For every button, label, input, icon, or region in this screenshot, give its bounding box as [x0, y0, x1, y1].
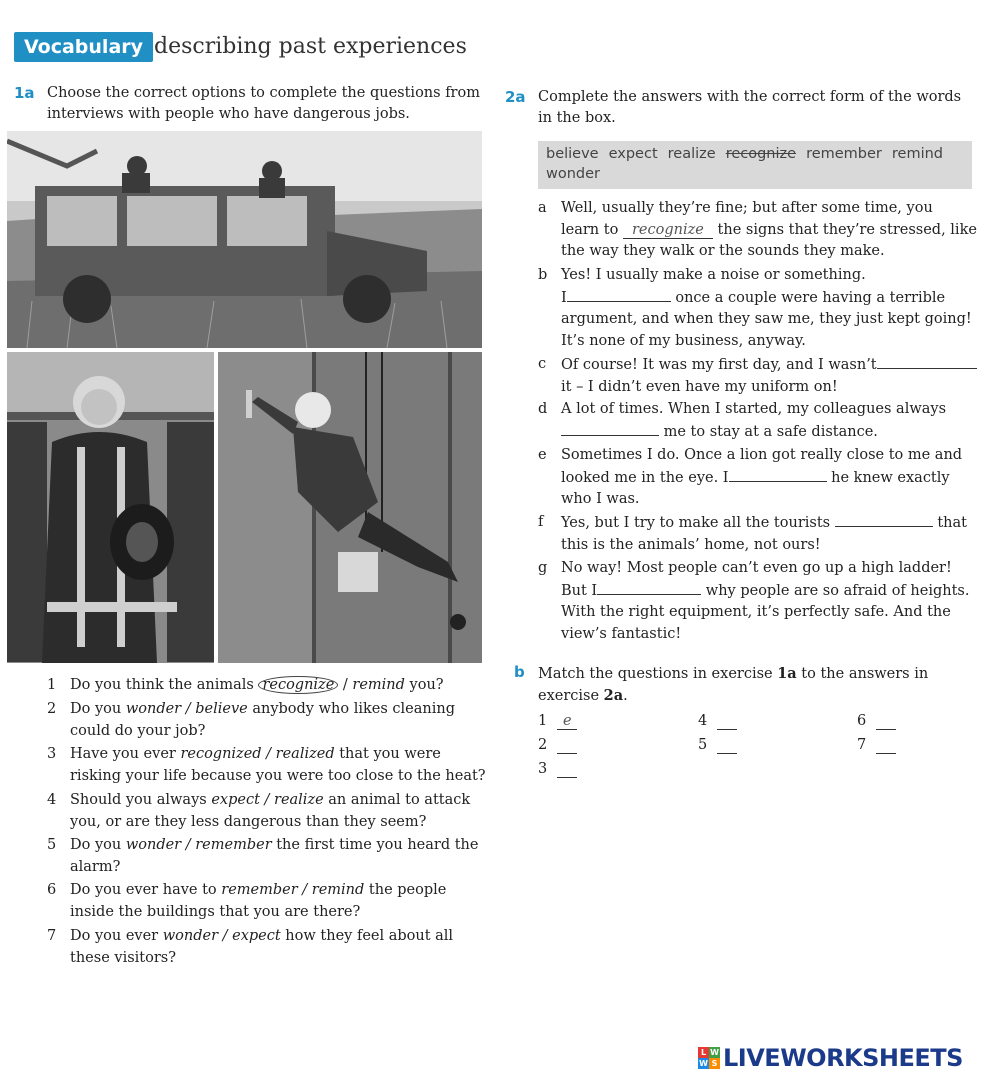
word-remind: remind [891, 146, 944, 162]
answer-letter: d [538, 401, 548, 417]
window-cleaner-photo [218, 352, 482, 663]
option-believe[interactable]: believe [195, 701, 248, 717]
match-blank[interactable] [717, 713, 737, 730]
question-number: 7 [47, 928, 57, 944]
question-number: 5 [47, 837, 57, 853]
answer-text: Of course! It was my first day, and I wasn’t it – I didn’t even have my uniform on! [561, 354, 978, 398]
answer-d [538, 399, 978, 443]
option-wonder[interactable]: wonder [125, 837, 182, 853]
question-text: Do you ever wonder / expect how they feel about all these visitors? [70, 928, 454, 966]
question-text: Do you wonder / remember the first time you heard the alarm? [70, 837, 479, 875]
word-believe: believe [546, 146, 599, 162]
section-title: describing past experiences [154, 34, 467, 59]
match-blank[interactable] [717, 737, 737, 754]
word-box [538, 141, 972, 189]
question-number: 6 [47, 882, 57, 898]
exercise-b-header [514, 663, 974, 707]
question-5 [47, 835, 487, 878]
liveworksheets-logo [698, 1040, 963, 1076]
answer-blank-filled[interactable]: recognize [623, 222, 713, 239]
word-remember: remember [806, 146, 882, 162]
logo-squares-icon: L W W S [699, 1048, 719, 1068]
option-remember[interactable]: remember [195, 837, 272, 853]
exercise-number: 2a [505, 88, 526, 106]
answer-g [538, 558, 978, 646]
answer-c [538, 354, 978, 398]
exercise-1a-header [14, 83, 484, 125]
answer-blank[interactable] [597, 580, 701, 595]
answer-blank[interactable] [835, 512, 933, 527]
question-text: Do you ever have to remember / remind the people inside the buildings that you are there? [70, 882, 447, 920]
exercise-instruction: Choose the correct options to complete the questions from interviews with people who have dangerous jobs. [47, 85, 480, 122]
exercise-number: 1a [14, 84, 35, 102]
match-blank[interactable] [876, 737, 896, 754]
vocabulary-badge: Vocabulary [14, 32, 153, 62]
match-item-3: 3 [538, 761, 577, 778]
answer-blank[interactable] [729, 467, 827, 482]
word-wonder: wonder [546, 166, 601, 182]
answer-text: Sometimes I do. Once a lion got really close to me and looked me in the eye. I he knew exactly who I was. [561, 447, 963, 508]
answer-text: No way! Most people can’t even go up a high ladder! But I why people are so afraid of heights. With the right equipment, it’s perfectly safe. And the view’s fantastic! [561, 560, 970, 643]
question-text: Should you always expect / realize an animal to attack you, or are they less dangerous than they seem? [70, 792, 471, 830]
answer-letter: e [538, 447, 547, 463]
question-text: Do you wonder / believe anybody who likes cleaning could do your job? [70, 701, 455, 739]
question-number: 1 [47, 677, 57, 693]
question-3 [47, 744, 487, 787]
match-item-7: 7 [857, 737, 896, 754]
answer-letter: g [538, 560, 548, 576]
question-4 [47, 790, 487, 833]
answer-b [538, 265, 978, 353]
option-remind[interactable]: remind [311, 882, 365, 898]
answer-letter: f [538, 514, 544, 530]
match-item-5: 5 [698, 737, 737, 754]
match-item-1: 1 e [538, 713, 577, 730]
answer-text: Well, usually they’re fine; but after some time, you learn to recognize the signs that they’re stressed, like the way they walk or the sounds they make. [561, 200, 977, 260]
option-wonder[interactable]: wonder [162, 928, 219, 944]
match-blank[interactable]: e [557, 713, 577, 730]
question-number: 2 [47, 701, 57, 717]
answer-text: Yes, but I try to make all the tourists that this is the animals’ home, not ours! [561, 512, 978, 556]
option-recognized[interactable]: recognized [180, 746, 262, 762]
exercise-number: b [514, 663, 525, 681]
match-item-2: 2 [538, 737, 577, 754]
answer-blank[interactable] [561, 421, 659, 436]
exercise-2a-header [505, 87, 975, 129]
logo-text: LIVEWORKSHEETS [723, 1044, 963, 1072]
match-blank[interactable] [557, 761, 577, 778]
question-6 [47, 880, 487, 923]
match-item-4: 4 [698, 713, 737, 730]
answer-letter: b [538, 267, 548, 283]
option-remind[interactable]: remind [352, 677, 405, 693]
option-expect[interactable]: expect [211, 792, 260, 808]
option-recognize-selected[interactable]: recognize [258, 676, 338, 694]
answer-blank[interactable] [567, 287, 671, 302]
answer-letter: c [538, 356, 547, 372]
question-text: Do you think the animals recognize / remind you? [70, 677, 444, 693]
question-7 [47, 926, 487, 969]
answer-e [538, 445, 978, 511]
answer-text: Yes! I usually make a noise or something. I once a couple were having a terrible argument, and when they saw me, they just kept going! It’s none of my business, anyway. [561, 267, 972, 350]
word-recognize-used: recognize [725, 146, 797, 162]
option-remember[interactable]: remember [221, 882, 298, 898]
word-realize: realize [667, 146, 716, 162]
match-blank[interactable] [557, 737, 577, 754]
word-expect: expect [608, 146, 658, 162]
option-expect[interactable]: expect [232, 928, 281, 944]
option-realize[interactable]: realize [274, 792, 324, 808]
exercise-instruction: Match the questions in exercise 1a to the answers in exercise 2a. [538, 665, 929, 704]
option-realized[interactable]: realized [275, 746, 335, 762]
answer-f [538, 512, 978, 556]
answer-blank[interactable] [877, 354, 977, 369]
answer-a [538, 198, 978, 263]
answer-letter: a [538, 200, 547, 216]
question-2 [47, 699, 487, 742]
option-wonder[interactable]: wonder [125, 701, 182, 717]
question-text: Have you ever recognized / realized that you were risking your life because you were too close to the heat? [70, 746, 486, 784]
question-number: 4 [47, 792, 57, 808]
answer-text: A lot of times. When I started, my colleagues always me to stay at a safe distance. [561, 401, 947, 440]
question-number: 3 [47, 746, 57, 762]
match-blank[interactable] [876, 713, 896, 730]
safari-jeep-photo [7, 131, 482, 348]
exercise-instruction: Complete the answers with the correct form of the words in the box. [538, 89, 962, 126]
firefighter-photo [7, 352, 214, 663]
match-item-6: 6 [857, 713, 896, 730]
question-1 [47, 675, 487, 697]
